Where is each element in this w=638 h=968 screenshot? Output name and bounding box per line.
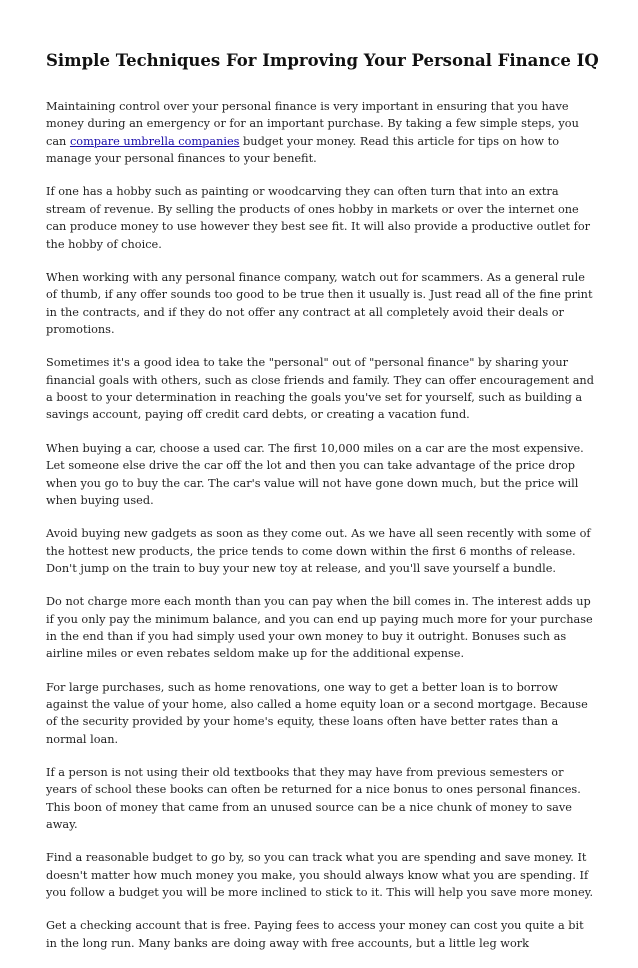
compare-umbrella-companies-link[interactable]: compare umbrella companies: [69, 134, 240, 148]
paragraph-budget: Find a reasonable budget to go by, so you can track what you are spending and save money. It doesn't matter how much money you make, you should always know what you are spending. If you follow a budget you will be more inclined to stick to it. This will help you save more money.: [46, 851, 594, 900]
paragraph-new-gadgets: Avoid buying new gadgets as soon as they come out. As we have all seen recently with some of the hottest new products, the price tends to come down within the first 6 months of release. Don't jump on the train to buy your new toy at release, and you'll save yourself a bundle.: [46, 527, 591, 575]
intro-text-after-link: budget your money. Read this article for tips on how to manage your personal finances to your benefit.: [46, 134, 559, 166]
paragraph-hobby-revenue: If one has a hobby such as painting or woodcarving they can often turn that into an extra stream of revenue. By selling the products of ones hobby in markets or over the internet one can produce money to use however they best see fit. It will also provide a productive outlet for the hobby of choice.: [46, 185, 591, 251]
paragraph-credit-charges: Do not charge more each month than you can pay when the bill comes in. The interest adds up if you only pay the minimum balance, and you can end up paying much more for your purchase in the end than if you had simply used your own money to buy it outright. Bonuses such as airline miles or even rebates seldom make up for the additional expense.: [46, 595, 593, 661]
paragraph-textbooks: If a person is not using their old textbooks that they may have from previous semesters or years of school these books can often be returned for a nice bonus to ones personal finances. This boon of money that came from an unused source can be a nice chunk of money to save away.: [46, 765, 581, 832]
paragraph-used-car: When buying a car, choose a used car. The first 10,000 miles on a car are the most expensive. Let someone else drive the car off the lot and then you can take advantage of the price drop when you go to buy the car. The car's value will not have gone down much, but the price will when buying used.: [46, 441, 584, 507]
intro-text-before-link: Maintaining control over your personal finance is very important in ensuring that you have money during an emergency or for an important purchase. By taking a few simple steps, you can: [46, 100, 579, 148]
document-title: Simple Techniques For Improving Your Personal Finance IQ: [46, 51, 599, 70]
paragraph-checking-account: Get a checking account that is free. Paying fees to access your money can cost you quite a bit in the long run. Many banks are doing away with free accounts, but a little leg work: [46, 919, 584, 950]
paragraph-sharing-goals: Sometimes it's a good idea to take the "personal" out of "personal finance" by sharing your financial goals with others, such as close friends and family. They can offer encouragement and a boost to your determination in reaching the goals you've set for yourself, such as building a savings account, paying off credit card debts, or creating a vacation fund.: [46, 356, 594, 422]
intro-paragraph: [46, 98, 598, 168]
paragraph-home-equity: For large purchases, such as home renovations, one way to get a better loan is to borrow against the value of your home, also called a home equity loan or a second mortgage. Because of the security provided by your home's equity, these loans often have better rates than a normal loan.: [46, 680, 588, 746]
document-page: [46, 50, 598, 968]
paragraph-scammers: When working with any personal finance company, watch out for scammers. As a general rule of thumb, if any offer sounds too good to be true then it usually is. Just read all of the fine print in the contracts, and if they do not offer any contract at all completely avoid their deals or promotions.: [46, 270, 593, 337]
